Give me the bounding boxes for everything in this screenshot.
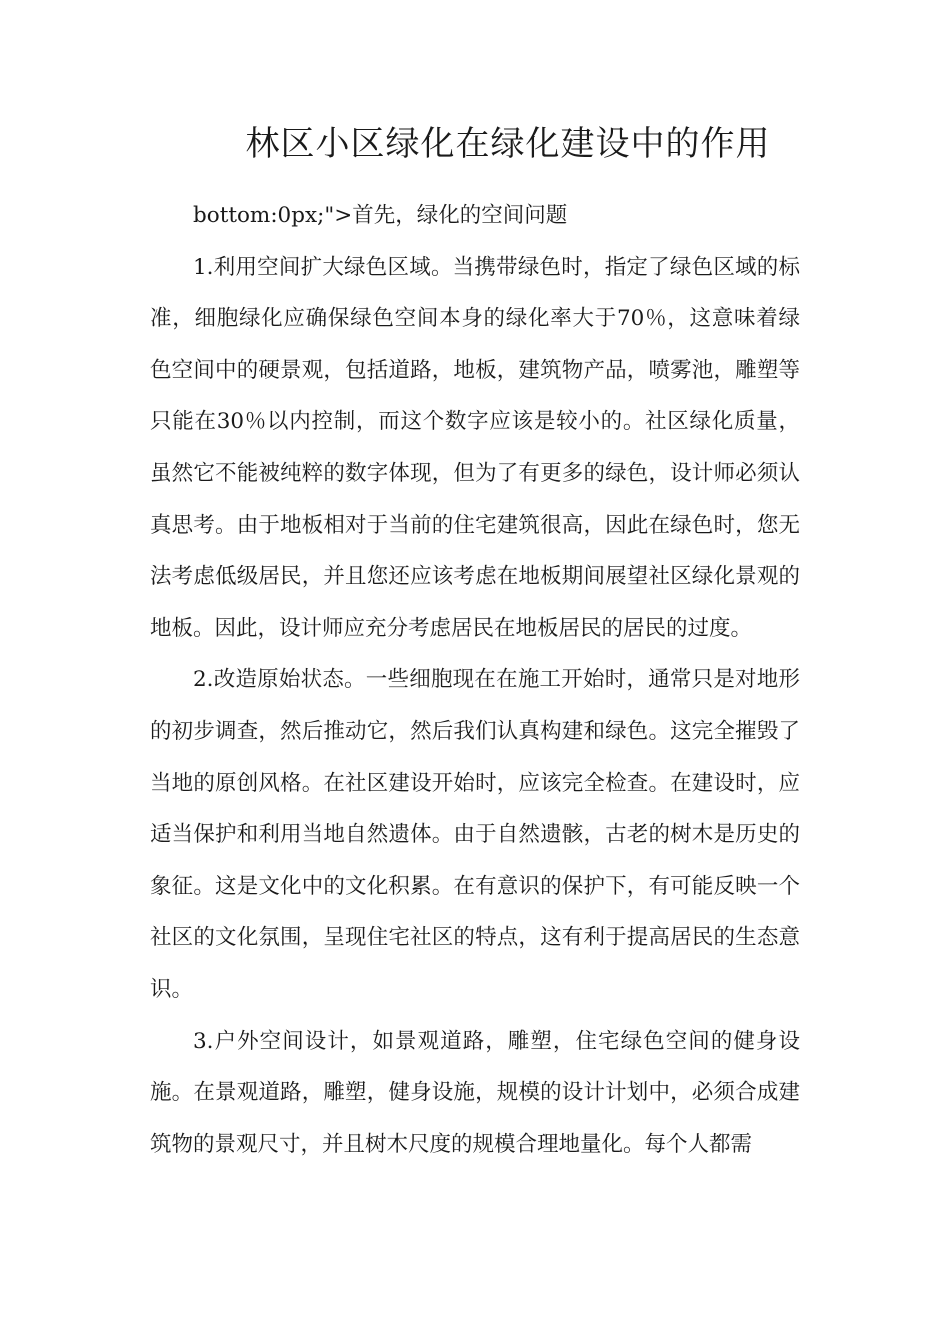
document-body: [150, 190, 800, 1170]
document-title: 林区小区绿化在绿化建设中的作用: [245, 124, 771, 164]
paragraph-1: 1.利用空间扩大绿色区域。当携带绿色时，指定了绿色区域的标准，细胞绿化应确保绿色空间本身的绿化率大于70％，这意味着绿色空间中的硬景观，包括道路，地板，建筑物产品，喷雾池，雕塑等只能在30％以内控制，而这个数字应该是较小的。社区绿化质量，虽然它不能被纯粹的数字体现，但为了有更多的绿色，设计师必须认真思考。由于地板相对于当前的住宅建筑很高，因此在绿色时，您无法考虑低级居民，并且您还应该考虑在地板期间展望社区绿化景观的地板。因此，设计师应充分考虑居民在地板居民的居民的过度。: [150, 254, 800, 641]
paragraph-3: 3.户外空间设计，如景观道路，雕塑，住宅绿色空间的健身设施。在景观道路，雕塑，健身设施，规模的设计计划中，必须合成建筑物的景观尺寸，并且树木尺度的规模合理地量化。每个人都需: [150, 1028, 800, 1157]
paragraph-2: 2.改造原始状态。一些细胞现在在施工开始时，通常只是对地形的初步调查，然后推动它，然后我们认真构建和绿色。这完全摧毁了当地的原创风格。在社区建设开始时，应该完全检查。在建设时，应适当保护和利用当地自然遗体。由于自然遗骸，古老的树木是历史的象征。这是文化中的文化积累。在有意识的保护下，有可能反映一个社区的文化氛围，呈现住宅社区的特点，这有利于提高居民的生态意识。: [150, 667, 800, 1002]
paragraph-intro: bottom:0px;">首先，绿化的空间问题: [193, 203, 568, 228]
